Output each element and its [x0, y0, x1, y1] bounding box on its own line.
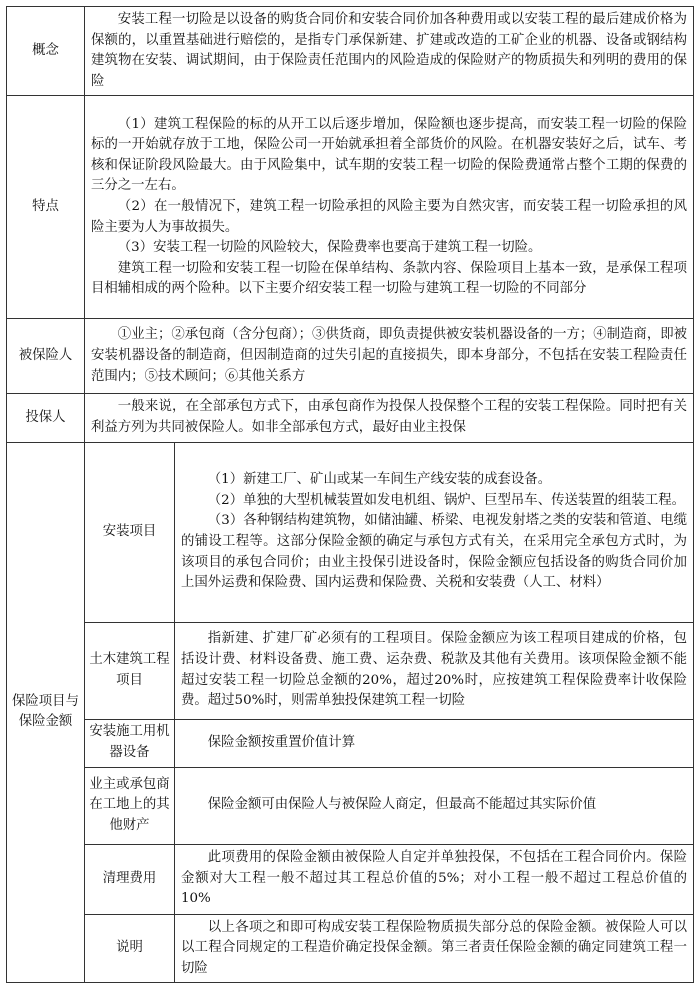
install-paragraph-2: （2）单独的大型机械装置如发电机组、锅炉、巨型吊车、传送装置的组装工程。	[207, 492, 685, 508]
insurance-table	[6, 6, 694, 983]
label-cleanup: 清理费用	[85, 844, 175, 914]
text-notes	[175, 914, 694, 983]
text-other-property	[175, 767, 694, 844]
row-features	[7, 96, 694, 319]
cleanup-paragraph: 此项费用的保险金额由被保险人自定并单独投保，不包括在工程合同价内。保险金额对大工程一般不超过其工程总价值的5%；对小工程一般不超过工程总价值的10%	[181, 850, 687, 907]
feature-paragraph-2: （2）在一般情况下，建筑工程一切险承担的风险主要为自然灾害，而安装工程一切险承担的风险主要为人为事故损失。	[91, 199, 687, 235]
text-install-items	[175, 442, 694, 622]
civil-paragraph: 指新建、扩建厂矿必须有的工程项目。保险金额应为该工程项目建成的价格，包括设计费、材料设备费、施工费、运杂费、税款及其他有关费用。该项保险金额不能超过安装工程一切险总金额的20%，超过20%时，应按建筑工程保险费率计收保险费。超过50%时，则需单独投保建筑工程一切险	[181, 631, 687, 709]
text-features	[85, 96, 694, 319]
label-policyholder: 投保人	[7, 394, 85, 442]
concept-paragraph: 安装工程一切险是以设备的购货合同价和安装合同价加各种费用或以安装工程的最后建成价格为保额的，以重置基础进行赔偿的，是指专门承保新建、扩建或改造的工矿企业的机器、设备或钢结构建筑物在安装、调试期间，由于保险责任范围内的风险造成的保险财产的物质损失和列明的费用的保险	[91, 12, 687, 89]
notes-paragraph: 以上各项之和即可构成安装工程保险物质损失部分总的保险金额。被保险人可以以工程合同规定的工程造价确定投保金额。第三者责任保险金额的确定同建筑工程一切险	[181, 919, 687, 976]
row-coverage-install	[7, 442, 694, 622]
row-coverage-cleanup	[7, 844, 694, 914]
label-install-items: 安装项目	[85, 442, 175, 622]
row-coverage-other-property	[7, 767, 694, 844]
machinery-paragraph: 保险金额按重置价值计算	[207, 734, 356, 750]
label-civil-works: 土木建筑工程项目	[85, 622, 175, 719]
label-notes: 说明	[85, 914, 175, 983]
install-paragraph-3: （3）各种钢结构建筑物，如储油罐、桥梁、电视发射塔之类的安装和管道、电缆的铺设工程等。这部分保险金额的确定与承包方式有关，在采用完全承包方式时，为该项目的承包合同价；由业主投保引进设备时，保险金额应包括设备的购货合同价加上国外运费和保险费、国内运费和保险费、关税和安装费（人工、材料）	[181, 513, 687, 591]
label-coverage: 保险项目与保险金额	[7, 442, 85, 983]
text-machinery	[175, 719, 694, 767]
label-machinery: 安装施工用机器设备	[85, 719, 175, 767]
row-concept	[7, 7, 694, 96]
other-property-paragraph: 保险金额可由保险人与被保险人商定，但最高不能超过其实际价值	[207, 797, 597, 813]
row-insured	[7, 319, 694, 394]
policyholder-paragraph: 一般来说，在全部承包方式下，由承包商作为投保人投保整个工程的安装工程保险。同时把有关利益方列为共同被保险人。如非全部承包方式，最好由业主投保	[91, 399, 687, 435]
row-coverage-machinery	[7, 719, 694, 767]
label-insured: 被保险人	[7, 319, 85, 394]
label-concept: 概念	[7, 7, 85, 96]
row-coverage-notes	[7, 914, 694, 983]
label-other-property: 业主或承包商在工地上的其他财产	[85, 767, 175, 844]
feature-paragraph-3: （3）安装工程一切险的风险较大，保险费率也要高于建筑工程一切险。	[117, 240, 542, 256]
install-paragraph-1: （1）新建工厂、矿山或某一车间生产线安装的成套设备。	[207, 472, 552, 488]
text-cleanup	[175, 844, 694, 914]
text-concept	[85, 7, 694, 96]
insured-paragraph: ①业主；②承包商（含分包商）；③供货商，即负责提供被安装机器设备的一方；④制造商，即被安装机器设备的制造商，但因制造商的过失引起的直接损失，即本身部分，不包括在安装工程险责任范围内；⑤技术顾问；⑥其他关系方	[91, 327, 687, 384]
row-policyholder	[7, 394, 694, 442]
text-insured	[85, 319, 694, 394]
feature-paragraph-4: 建筑工程一切险和安装工程一切险在保单结构、条款内容、保险项目上基本一致，是承保工程项目相辅相成的两个险种。以下主要介绍安装工程一切险与建筑工程一切险的不同部分	[91, 260, 687, 297]
label-features: 特点	[7, 96, 85, 319]
feature-paragraph-1: （1）建筑工程保险的标的从开工以后逐步增加，保险额也逐步提高，而安装工程一切险的保险标的一开始就存放于工地，保险公司一开始就承担着全部货价的风险。在机器安装好之后，试车、考核和保证阶段风险最大。由于风险集中，试车期的安装工程一切险的保险费通常占整个工期的保费的三分之一左右。	[91, 116, 687, 194]
row-coverage-civil	[7, 622, 694, 719]
text-policyholder	[85, 394, 694, 442]
text-civil-works	[175, 622, 694, 719]
